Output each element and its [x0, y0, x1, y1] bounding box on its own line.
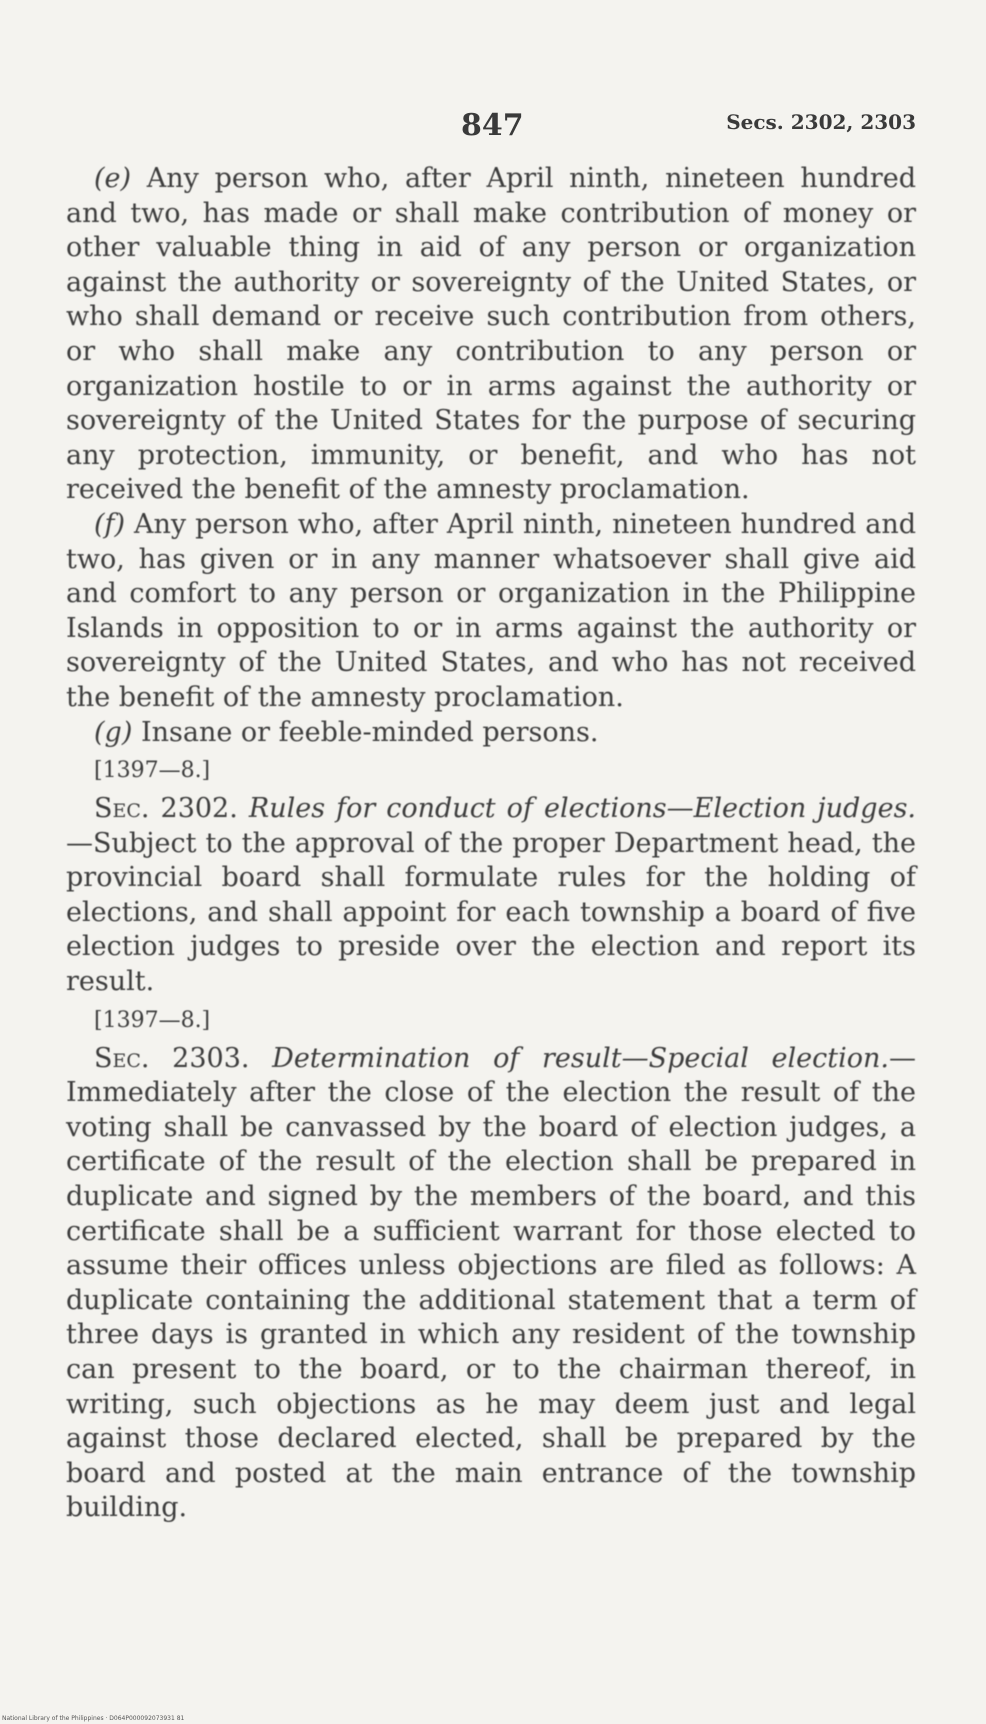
paragraph-f-label: (f) — [94, 508, 126, 540]
section-2302-number: 2302. — [149, 793, 249, 825]
paragraph-f — [66, 508, 916, 716]
citation-second: [1397—8.] — [94, 1007, 211, 1033]
section-2302-label: Sec. — [94, 793, 150, 825]
section-2302-title: Rules for conduct of elections—Election judges. — [248, 793, 917, 825]
paragraph-g — [66, 716, 916, 751]
paragraph-g-text: Insane or feeble-minded persons. — [132, 716, 599, 748]
section-2303-title: Determination of result—Special election. — [272, 1042, 889, 1074]
section-2303-text: —Immediately after the close of the election the result of the voting shall be canvassed by the board of election judges, a certificate of the result of the election shall be prepared in duplicate and signed by the members of the board, and this certificate shall be a sufficient warrant for those elected to assume their offices unless objections are filed as follows: A duplicate containing the additional statement that a term of three days is granted in which any resident of the township can present to the board, or to the chairman thereof, in writing, such objections as he may deem just and legal against those declared elected, shall be prepared by the board and posted at the main entrance of the township building. — [66, 1042, 916, 1524]
section-range-label: Secs. 2302, 2303 — [726, 110, 916, 134]
paragraph-e-label: (e) — [94, 163, 132, 194]
section-2303-number: 2303. — [149, 1042, 273, 1074]
paragraph-g-label: (g) — [94, 716, 133, 748]
scan-source-note: National Library of the Philippines · D064P000092073931 81 — [2, 1715, 185, 1722]
page-number: 847 — [461, 108, 524, 143]
paragraph-e-text: Any person who, after April ninth, nineteen hundred and two, has made or shall make contribution of money or other valuable thing in aid of any person or organization against the authority or sovereignty of the United States, or who shall demand or receive such contribution from others, or who shall make any contribution to any person or organization hostile to or in arms against the authority or sovereignty of the United States for the purpose of securing any protection, immunity, or benefit, and who has not received the benefit of the amnesty proclamation. — [66, 163, 916, 506]
section-2302-text: —Subject to the approval of the proper Department head, the provincial board shall formulate rules for the holding of elections, and shall appoint for each township a board of five election judges to preside over the election and report its result. — [66, 827, 916, 998]
page-header — [66, 108, 916, 148]
section-2303-label: Sec. — [94, 1042, 150, 1074]
citation-first: [1397—8.] — [94, 758, 211, 784]
section-2303 — [66, 1042, 916, 1526]
paragraph-e — [66, 162, 916, 508]
section-2302 — [66, 792, 916, 1000]
paragraph-f-text: Any person who, after April ninth, nineteen hundred and two, has given or in any manner whatsoever shall give aid and comfort to any person or organization in the Philippine Islands in opposition to or in arms against the authority or sovereignty of the United States, and who has not received the benefit of the amnesty proclamation. — [66, 508, 916, 713]
body-text — [66, 162, 916, 1526]
